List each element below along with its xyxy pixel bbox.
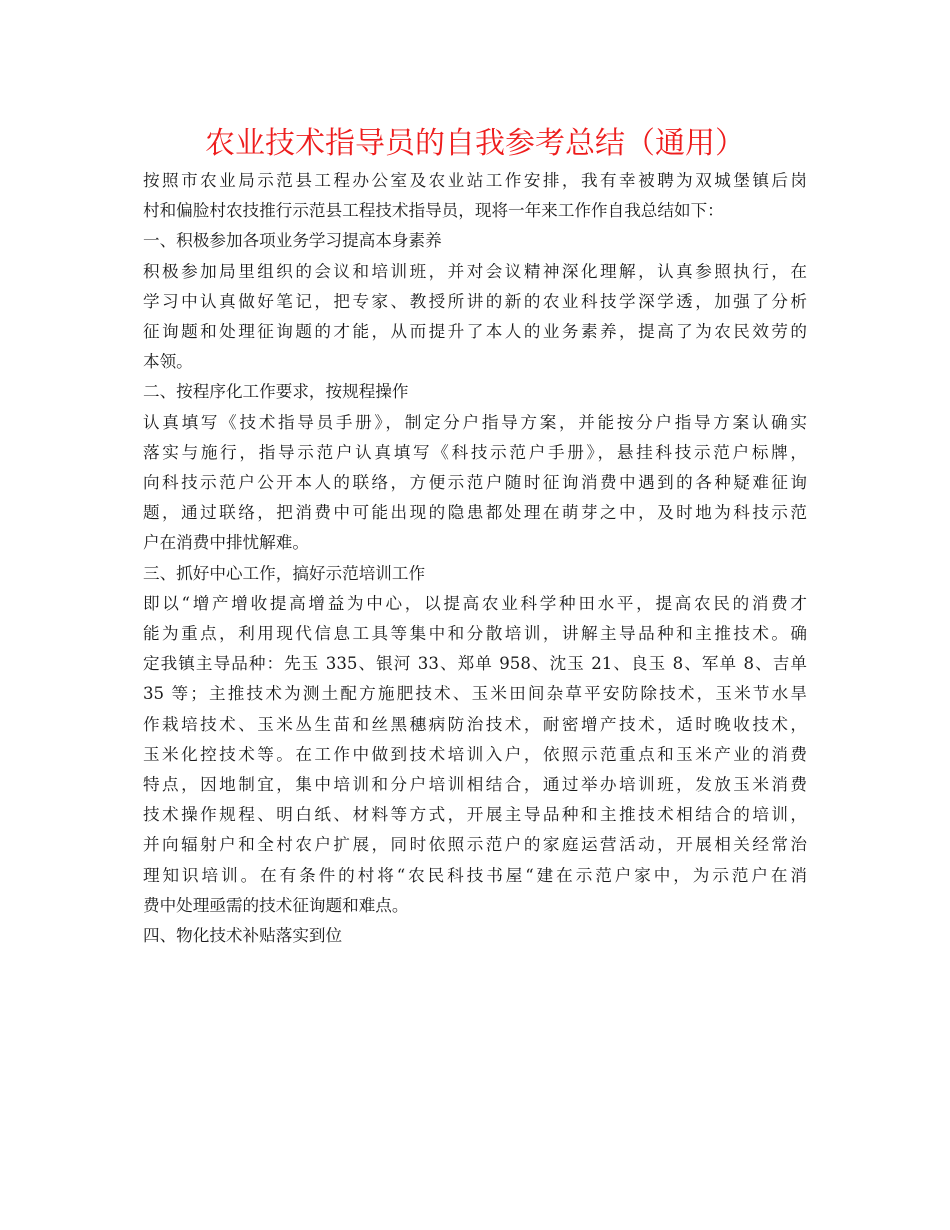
document-title: 农业技术指导员的自我参考总结（通用） <box>205 126 745 161</box>
body-text-line: 定我镇主导品种：先玉 335、银河 33、郑单 958、沈玉 21、良玉 8、军单 8、吉单 <box>143 654 807 674</box>
body-text-line: 落实与施行，指导示范户认真填写《科技示范户手册》，悬挂科技示范户标牌， <box>143 442 807 462</box>
body-text-line: 二、按程序化工作要求，按规程操作 <box>143 382 409 402</box>
body-text-line: 按照市农业局示范县工程办公室及农业站工作安排，我有幸被聘为双城堡镇后岗 <box>143 171 807 190</box>
body-text-line: 征询题和处理征询题的才能，从而提升了本人的业务素养，提高了为农民效劳的 <box>143 322 807 342</box>
body-text-line: 作栽培技术、玉米丛生苗和丝黑穗病防治技术，耐密增产技术，适时晚收技术， <box>143 714 807 734</box>
body-text-line: 向科技示范户公开本人的联络，方便示范户随时征询消费中遇到的各种疑难征询 <box>143 473 807 493</box>
body-text-line: 即以“增产增收提高增益为中心，以提高农业科学种田水平，提高农民的消费才 <box>143 593 807 613</box>
body-text-line: 费中处理亟需的技术征询题和难点。 <box>143 895 409 915</box>
body-text-line: 35 等；主推技术为测土配方施肥技术、玉米田间杂草平安防除技术，玉米节水旱 <box>143 684 807 704</box>
body-text-line: 能为重点，利用现代信息工具等集中和分散培训，讲解主导品种和主推技术。确 <box>143 624 807 644</box>
body-text-line: 四、物化技术补贴落实到位 <box>143 926 343 946</box>
body-text-line: 积极参加局里组织的会议和培训班，并对会议精神深化理解，认真参照执行，在 <box>143 261 807 281</box>
body-text-line: 一、积极参加各项业务学习提高本身素养 <box>143 231 442 251</box>
body-text-line: 村和偏脸村农技推行示范县工程技术指导员，现将一年来工作作自我总结如下： <box>143 201 724 221</box>
body-text-line: 认真填写《技术指导员手册》，制定分户指导方案，并能按分户指导方案认确实 <box>143 412 807 432</box>
body-text-line: 题，通过联络，把消费中可能出现的隐患都处理在萌芽之中，及时地为科技示范 <box>143 503 807 523</box>
body-text-line: 玉米化控技术等。在工作中做到技术培训入户，依照示范重点和玉米产业的消费 <box>143 744 807 764</box>
body-text-line: 理知识培训。在有条件的村将“农民科技书屋“建在示范户家中，为示范户在消 <box>143 865 807 885</box>
body-text-line: 学习中认真做好笔记，把专家、教授所讲的新的农业科技学深学透，加强了分析 <box>143 291 807 311</box>
body-text-line: 户在消费中排忧解难。 <box>143 533 309 553</box>
body-text-line: 本领。 <box>143 352 193 372</box>
body-text-line: 三、抓好中心工作，搞好示范培训工作 <box>143 563 426 583</box>
body-text-line: 并向辐射户和全村农户扩展，同时依照示范户的家庭运营活动，开展相关经常治 <box>143 835 807 855</box>
body-text-line: 技术操作规程、明白纸、材料等方式，开展主导品种和主推技术相结合的培训， <box>143 805 807 825</box>
body-text-line: 特点，因地制宜，集中培训和分户培训相结合，通过举办培训班，发放玉米消费 <box>143 775 807 795</box>
document-body <box>143 166 807 951</box>
